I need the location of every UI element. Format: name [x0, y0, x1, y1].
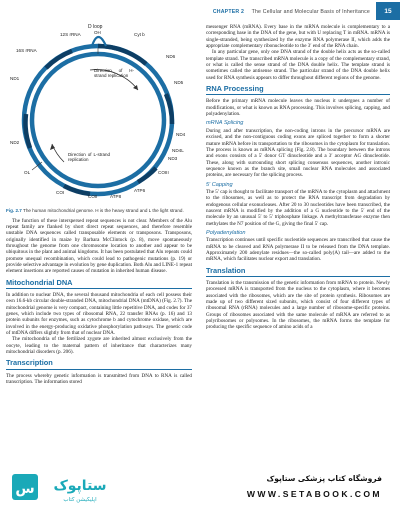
paragraph: In addition to nuclear DNA, the several thousand mitochondria of each cell possess their own 16.6-kb circular double-stranded DNA, mitochondrial DNA (mtDNA) (Fig. 2.7). The mitochondrial genome is very compact, containing little repetitive DNA, and codes for 37 genes, which include two types of ribosomal RNA, 22 transfer RNAs (p. 16) and 13 protein subunits for enzymes, such as cytochrome b and cytochrome oxidase, which are involved in the energy-producing oxidative phosphorylation pathways. The genetic code of mtDNA differs slightly from that of nuclear DNA.: [6, 292, 192, 337]
heading-rule: [6, 369, 192, 370]
logo-icon: [10, 470, 120, 506]
paragraph: Transcription continues until specific nucleotide sequences are transcribed that cause the mRNA to be cleaved and RNA polymerase II to be released from the DNA template. Approximately 200 adenylate residues—the so-called poly(A) tail—are added to the mRNA, which facilitates nuclear export and translation.: [206, 237, 390, 263]
label-atp6: ATP6: [134, 188, 146, 193]
heading-transcription: Transcription: [6, 358, 53, 368]
label-nd3: ND3: [168, 156, 178, 161]
caption-text: The human mitochondrial genome. H is the heavy strand and L the light strand.: [23, 208, 184, 213]
label-16s: 16S rRNA: [16, 48, 37, 53]
left-column: [6, 24, 192, 386]
paragraph: messenger RNA (mRNA). Every base in the mRNA molecule is complementary to a corresponding base in the DNA of the gene, but with U replacing T in mRNA. mRNA is single-stranded, being synthesized by the enzyme RNA polymerase II, which adds the appropriate complementary ribonucleotide to the 3′ end of the RNA chain.: [206, 24, 390, 50]
paragraph: The process whereby genetic information is transmitted from DNA to RNA is called transcription. The information stored: [6, 372, 192, 386]
label-12s: 12S rRNA: [60, 32, 81, 37]
paragraph: Before the primary mRNA molecule leaves the nucleus it undergoes a number of modifications, or what is known as RNA processing. This involves splicing, capping, and polyadenylation.: [206, 98, 390, 118]
paragraph: During and after transcription, the non-coding introns in the precursor mRNA are excised, and the non-contiguous coding exons are spliced together to form a shorter mature mRNA before its transportation to the ribosomes in the cytoplasm for translation. The process is known as mRNA splicing (Fig. 2.8). The boundary between the introns and exons consists of a 5′ donor GT dinucleotide and a 3′ acceptor AG dinucleotide. These, along with surrounding short splicing consensus sequences, another intronic sequence known as the branch site, small nuclear RNA molecules and associated proteins, are necessary for the splicing process.: [206, 127, 390, 179]
running-head: [213, 9, 370, 15]
label-nd2: ND2: [10, 140, 20, 145]
heading-mitochondrial-dna: Mitochondrial DNA: [6, 277, 73, 287]
paragraph: The function of these interspersed repeat sequences is not clear. Members of the Alu repeat family are flanked by short direct repeat sequences, and therefore resemble unstable DNA sequences called transposable elements or transposons. Transposons, originally identified in maize by Barbara McClintock (p. 8), move spontaneously throughout the genome from one chromosome location to another and appear to be ubiquitous in the plant and animal kingdoms. It has been postulated that Alu repeats could promote unequal recombination, which could lead to pathogenic mutations (p. 19) or provide selective advantage in evolution by gene duplication. Both Alu and LINE-1 repeat element insertions are reported causes of mutation in inherited human disease.: [6, 217, 193, 275]
page-number: 15: [376, 2, 400, 20]
label-nd1: ND1: [10, 76, 20, 81]
heading-translation: Translation: [206, 265, 246, 275]
logo-subtitle: اپلیکیشن کتاب: [63, 497, 97, 503]
chapter-title: The Cellular and Molecular Basis of Inheritance: [251, 9, 370, 15]
paragraph: The 5′ cap is thought to facilitate transport of the mRNA to the cytoplasm and attachment to the ribosomes, as well as to protect the RNA transcript from degradation by endogenous cellular exonucleases. After 20 to 30 nucleotides have been transcribed, the nascent mRNA is modified by the addition of a G nucleotide to the 5′ end of the molecule by an unusual 5′ to 5′ triphosphate linkage. A methyltransferase enzyme then methylates the N7 position of the G, giving the final 5′ cap.: [206, 188, 390, 227]
svg-text:س: س: [15, 481, 35, 497]
heading-rna-processing: RNA Processing: [206, 84, 264, 94]
gene-segment-nd2: [25, 114, 30, 148]
label-nd4: ND4: [176, 132, 186, 137]
chapter-label: CHAPTER 2: [212, 9, 245, 15]
label-d-loop: D loop: [88, 24, 103, 30]
label-ol: OL: [24, 170, 31, 175]
label-coiii: COIII: [158, 170, 169, 175]
label-l-strand: Direction of L-strand replication: [68, 152, 110, 162]
label-nd6: ND6: [166, 54, 176, 59]
paragraph: Translation is the transmission of the genetic information from mRNA to protein. Newly processed mRNA is transported from the nucleus to the cytoplasm, where it becomes associated with the ribosomes, which are the site of protein synthesis. Ribosomes are made up of two different sized subunits, which consist of four different types of ribosomal RNA (rRNA) molecules and a large number of ribosome-specific proteins. Groups of ribosomes associated with the same molecule of mRNA are referred to as polyribosomes or polysomes. In the ribosomes, the mRNA forms the template for producing the specific sequence of amino acids of a: [206, 280, 390, 331]
label-coi: COI: [56, 190, 65, 195]
page-header: [0, 0, 400, 22]
heading-mrna-splicing: mRNA Splicing: [206, 120, 244, 127]
heading-rule: [206, 94, 390, 95]
caption-label: Fig. 2.7: [6, 208, 22, 213]
right-column: [206, 24, 390, 331]
label-h-strand: Direction of H-strand replication: [94, 68, 134, 78]
shop-url[interactable]: WWW.SETABOOK.COM: [246, 489, 382, 499]
label-nd4l: ND4L: [172, 148, 184, 153]
label-cytb: Cyt b: [134, 32, 145, 37]
paragraph: The mitochondria of the fertilized zygote are inherited almost exclusively from the oocyte, leading to the maternal pattern of inheritance that characterizes many mitochondrial disorders (p. 206).: [6, 336, 192, 356]
setabook-logo: [10, 470, 120, 511]
figure-caption: [6, 208, 192, 214]
heading-polyadenylation: Polyadenylation: [206, 229, 246, 236]
label-coii: COII: [88, 194, 98, 199]
label-oh: OH: [94, 30, 101, 35]
paragraph: In any particular gene, only one DNA strand of the double helix acts as the so-called template strand. The transcribed mRNA molecule is a copy of the complementary strand, or what is called the sense strand of the DNA double helix. The template strand is sometimes called the antisense strand. The particular strand of the DNA double helix used for RNA synthesis appears to differ throughout different regions of the genome.: [206, 49, 390, 81]
label-atp8: ATP8: [110, 194, 122, 199]
logo-wordmark: ستاپوک: [53, 478, 107, 494]
shop-name: فروشگاه کتاب پزشکی ستاپوک: [266, 474, 382, 483]
heading-rule: [6, 288, 192, 289]
heading-5-capping: 5′ Capping: [206, 181, 233, 188]
mito-genome-figure: [6, 24, 192, 206]
label-nd5: ND5: [174, 80, 184, 85]
heading-rule: [206, 276, 390, 277]
